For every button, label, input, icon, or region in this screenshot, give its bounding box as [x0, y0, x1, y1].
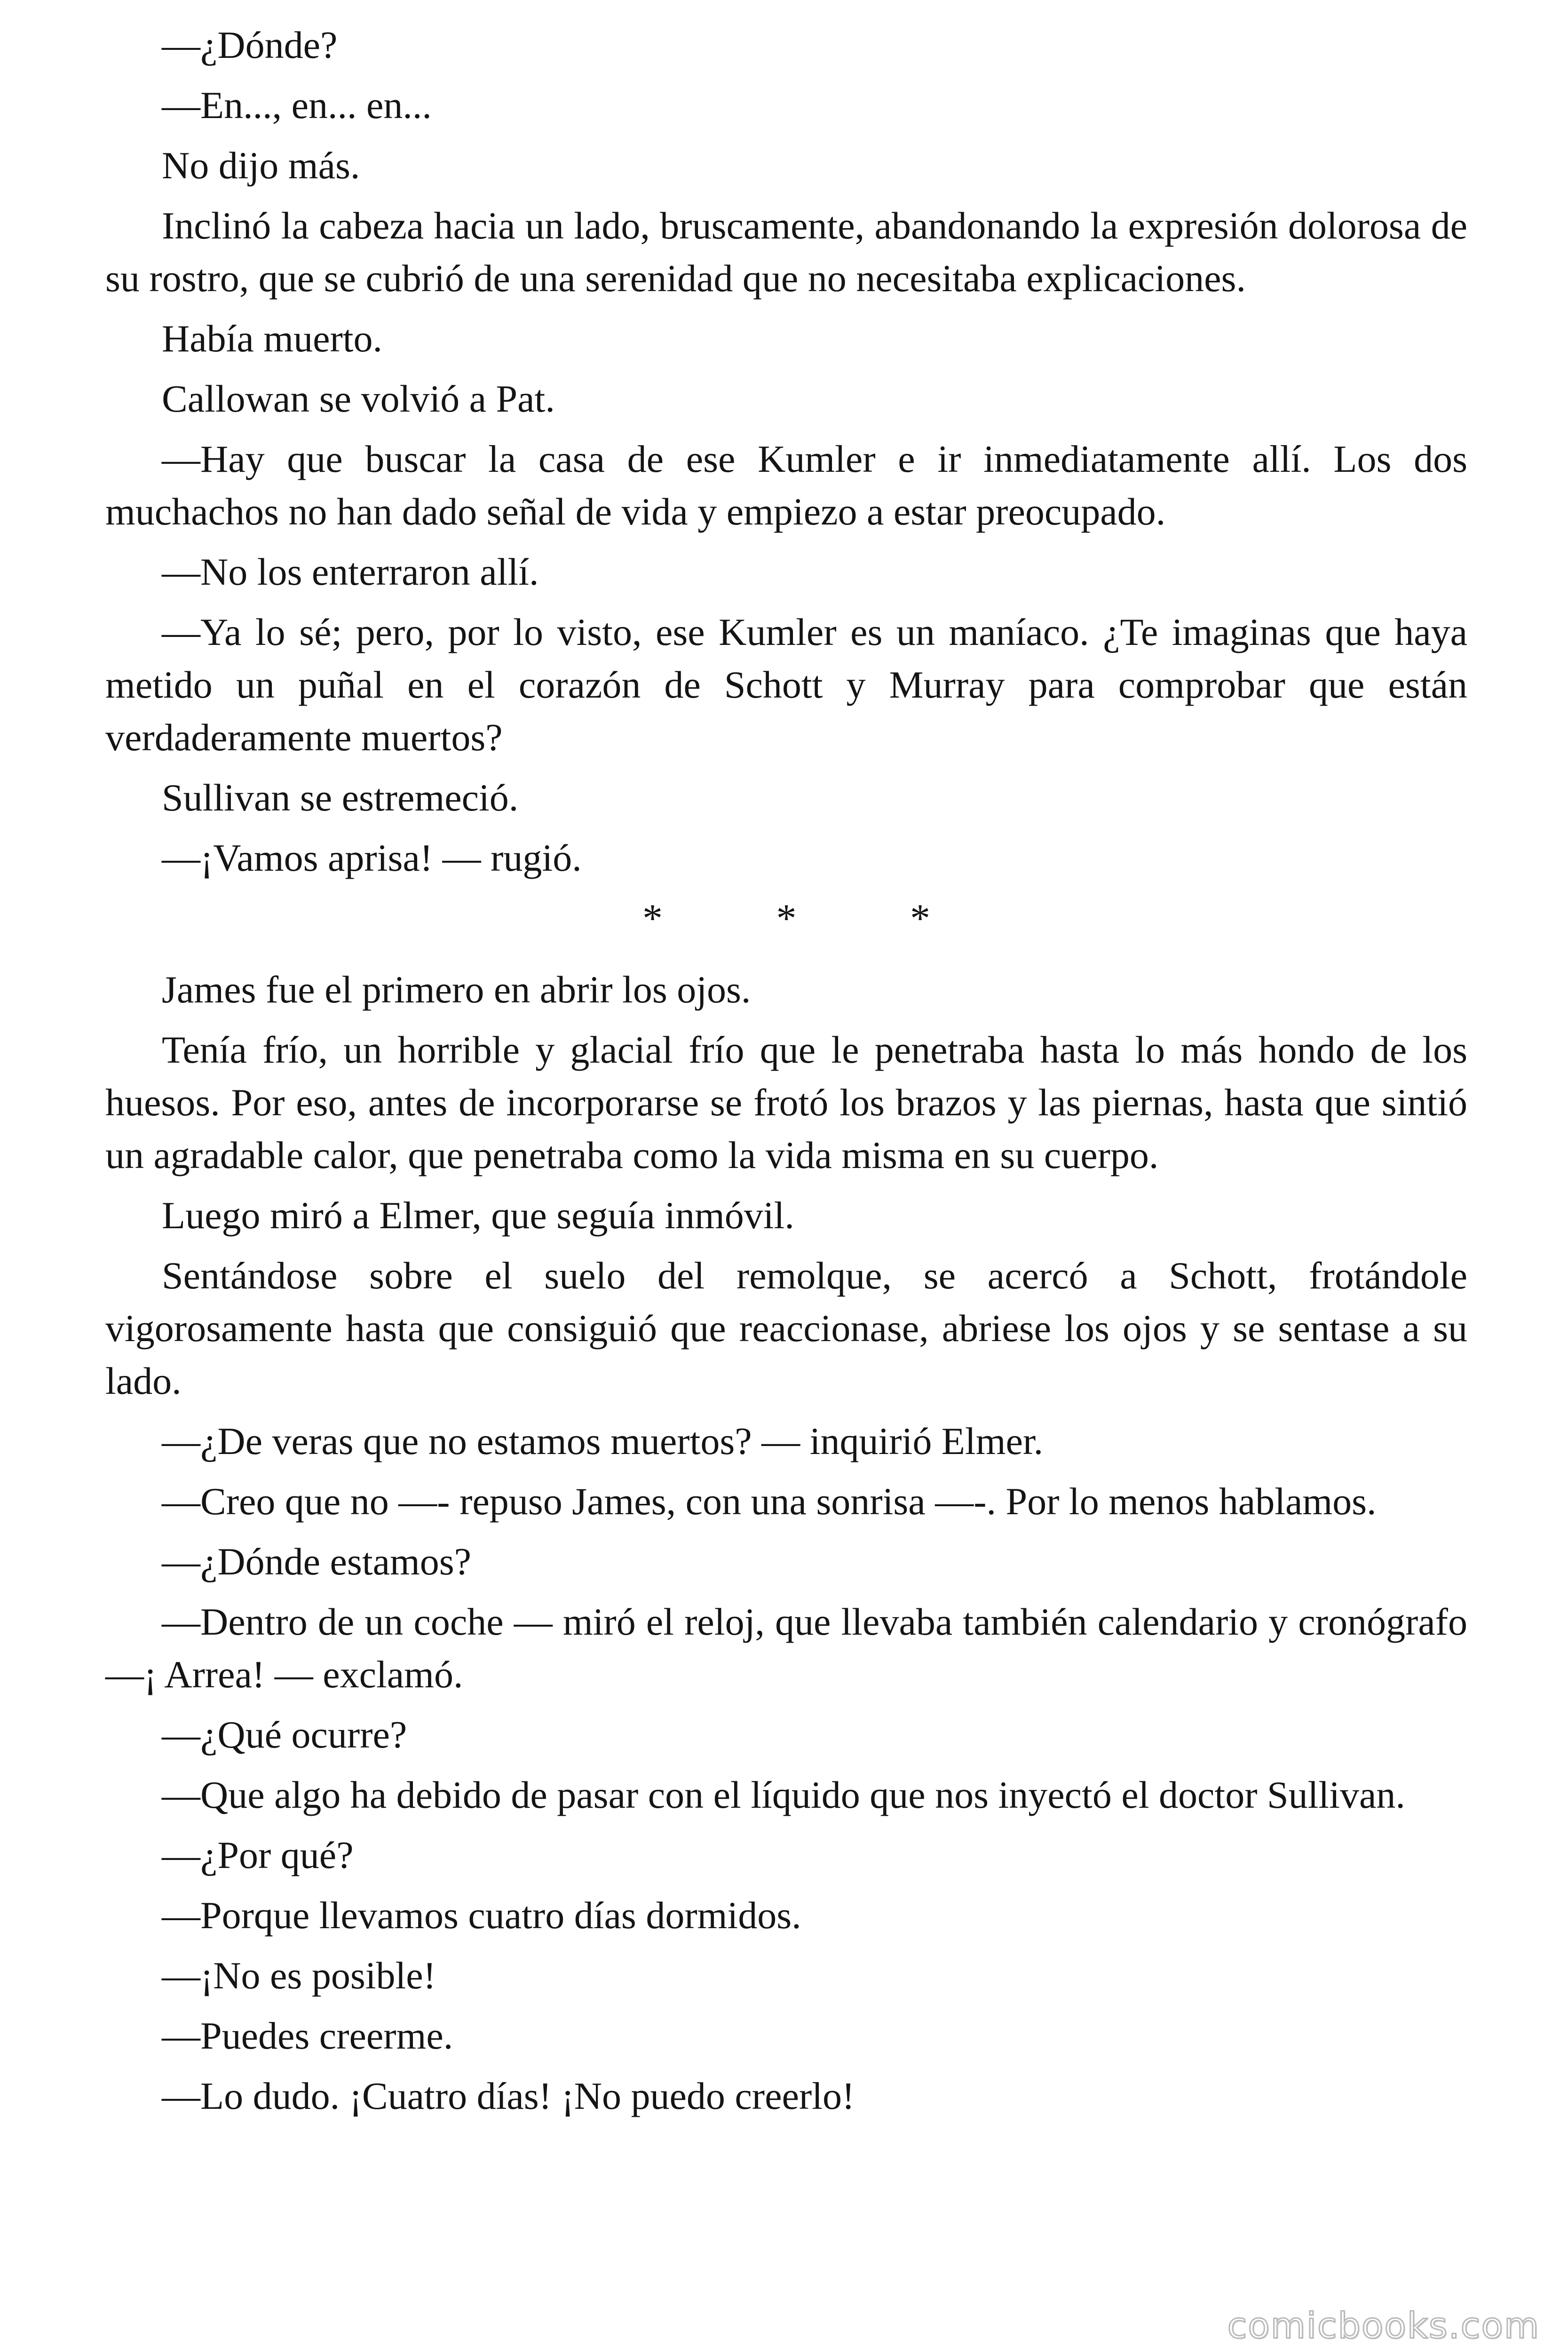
text-body	[105, 19, 1467, 2130]
paragraph: Callowan se volvió a Pat.	[162, 377, 555, 420]
paragraph: —¿Dónde?	[162, 24, 338, 66]
paragraph: —¿De veras que no estamos muertos? — inquirió Elmer.	[162, 1420, 1044, 1462]
paragraph: —¡Vamos aprisa! — rugió.	[162, 836, 582, 879]
section-separator: * * *	[642, 896, 982, 941]
paragraph: Inclinó la cabeza hacia un lado, bruscamente, abandonando la expresión dolorosa de su rostro, que se cubrió de una serenidad que no necesitaba explicaciones.	[105, 204, 1467, 300]
paragraph: —Lo dudo. ¡Cuatro días! ¡No puedo creerlo!	[162, 2074, 855, 2117]
paragraph: —Creo que no —- repuso James, con una sonrisa —-. Por lo menos hablamos.	[162, 1480, 1377, 1523]
paragraph: No dijo más.	[162, 144, 360, 187]
paragraph: —Hay que buscar la casa de ese Kumler e ir inmediatamente allí. Los dos muchachos no han dado señal de vida y empiezo a estar preocupado.	[105, 437, 1467, 533]
paragraph: Sentándose sobre el suelo del remolque, se acercó a Schott, frotándole vigorosamente hasta que consiguió que reaccionase, abriese los ojos y se sentase a su lado.	[105, 1254, 1467, 1402]
paragraph: —Puedes creerme.	[162, 2014, 453, 2057]
paragraph: Tenía frío, un horrible y glacial frío que le penetraba hasta lo más hondo de los huesos. Por eso, antes de incorporarse se frotó los brazos y las piernas, hasta que sintió un agradable calor, que penetraba como la vida misma en su cuerpo.	[105, 1028, 1467, 1176]
paragraph: —Que algo ha debido de pasar con el líquido que nos inyectó el doctor Sullivan.	[162, 1773, 1405, 1816]
paragraph: —Ya lo sé; pero, por lo visto, ese Kumler es un maníaco. ¿Te imaginas que haya metido un puñal en el corazón de Schott y Murray para comprobar que están verdaderamente muertos?	[105, 611, 1467, 759]
paragraph: James fue el primero en abrir los ojos.	[162, 968, 751, 1011]
paragraph: —¿Dónde estamos?	[162, 1540, 472, 1583]
paragraph: —¡No es posible!	[162, 1954, 436, 1997]
paragraph: —¿Qué ocurre?	[162, 1713, 407, 1756]
paragraph: Luego miró a Elmer, que seguía inmóvil.	[162, 1194, 794, 1237]
paragraph: —Porque llevamos cuatro días dormidos.	[162, 1894, 801, 1937]
paragraph: —En..., en... en...	[162, 84, 432, 127]
watermark: comicbooks.com	[1227, 2304, 1540, 2346]
paragraph: —¿Por qué?	[162, 1834, 354, 1876]
paragraph: Había muerto.	[162, 317, 383, 360]
paragraph: Sullivan se estremeció.	[162, 776, 519, 819]
paragraph: —No los enterraron allí.	[162, 550, 539, 593]
paragraph: —Dentro de un coche — miró el reloj, que llevaba también calendario y cronógrafo —¡ Arrea! — exclamó.	[105, 1600, 1467, 1696]
